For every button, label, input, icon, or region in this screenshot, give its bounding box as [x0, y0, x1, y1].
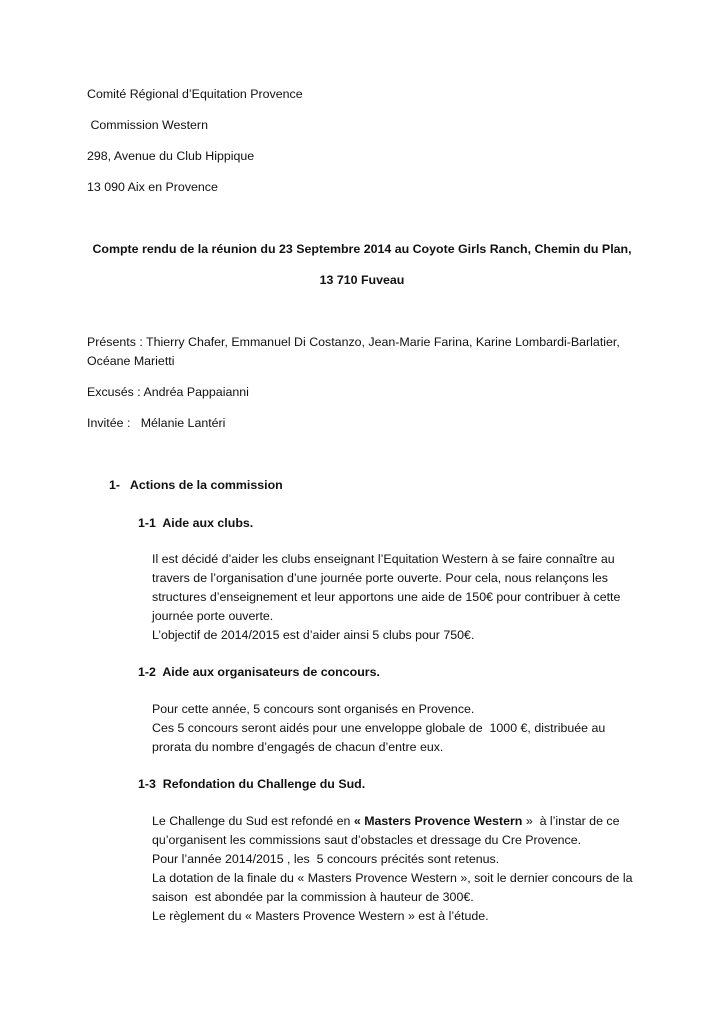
section-1-heading: 1- Actions de la commission: [109, 478, 283, 492]
s1-1-line: structures d’enseignement et leur apportons une aide de 150€ pour contribuer à cette: [152, 590, 621, 604]
s1-3-text-a: Le Challenge du Sud est refondé en: [152, 814, 354, 828]
org-name: Comité Régional d’Equitation Provence: [87, 87, 303, 101]
s1-2-line: Pour cette année, 5 concours sont organisés en Provence.: [152, 702, 475, 716]
s1-3-text-c: » à l’instar de ce: [522, 814, 620, 828]
s1-1-line: L’objectif de 2014/2015 est d’aider ainsi 5 clubs pour 750€.: [152, 628, 475, 642]
s1-3-line: saison est abondée par la commission à hauteur de 300€.: [152, 890, 474, 904]
presents-line2: Océane Marietti: [87, 354, 175, 368]
masters-name-bold: « Masters Provence Western: [353, 814, 523, 828]
section-1-1-heading: 1-1 Aide aux clubs.: [138, 516, 254, 530]
invitee-line: Invitée : Mélanie Lantéri: [87, 416, 226, 430]
s1-3-line: qu’organisent les commissions saut d’obstacles et dressage du Cre Provence.: [152, 833, 582, 847]
excuses-line: Excusés : Andréa Pappaianni: [87, 385, 249, 399]
section-1-2-heading: 1-2 Aide aux organisateurs de concours.: [138, 665, 380, 679]
commission-name: Commission Western: [87, 118, 208, 132]
s1-3-line: Pour l’année 2014/2015 , les 5 concours précités sont retenus.: [152, 852, 500, 866]
report-title-line1: Compte rendu de la réunion du 23 Septembre 2014 au Coyote Girls Ranch, Chemin du Plan,: [92, 242, 632, 256]
street-address: 298, Avenue du Club Hippique: [87, 149, 255, 163]
s1-2-line: prorata du nombre d’engagés de chacun d’entre eux.: [152, 740, 444, 754]
s1-3-line: Le règlement du « Masters Provence Western » est à l’étude.: [152, 909, 489, 923]
s1-3-line: La dotation de la finale du « Masters Provence Western », soit le dernier concours de la: [152, 871, 633, 885]
presents-line1: Présents : Thierry Chafer, Emmanuel Di Costanzo, Jean-Marie Farina, Karine Lombardi-Barlatier,: [87, 335, 620, 349]
section-1-3-heading: 1-3 Refondation du Challenge du Sud.: [138, 777, 366, 791]
s1-1-line: journée porte ouverte.: [152, 609, 274, 623]
city-address: 13 090 Aix en Provence: [87, 180, 218, 194]
s1-1-line: Il est décidé d’aider les clubs enseignant l’Equitation Western à se faire connaître au: [152, 552, 615, 566]
s1-3-line-first: [152, 813, 620, 829]
s1-2-line: Ces 5 concours seront aidés pour une enveloppe globale de 1000 €, distribuée au: [152, 721, 606, 735]
report-title-line2: 13 710 Fuveau: [319, 273, 405, 287]
s1-1-line: travers de l’organisation d’une journée porte ouverte. Pour cela, nous relançons les: [152, 571, 608, 585]
